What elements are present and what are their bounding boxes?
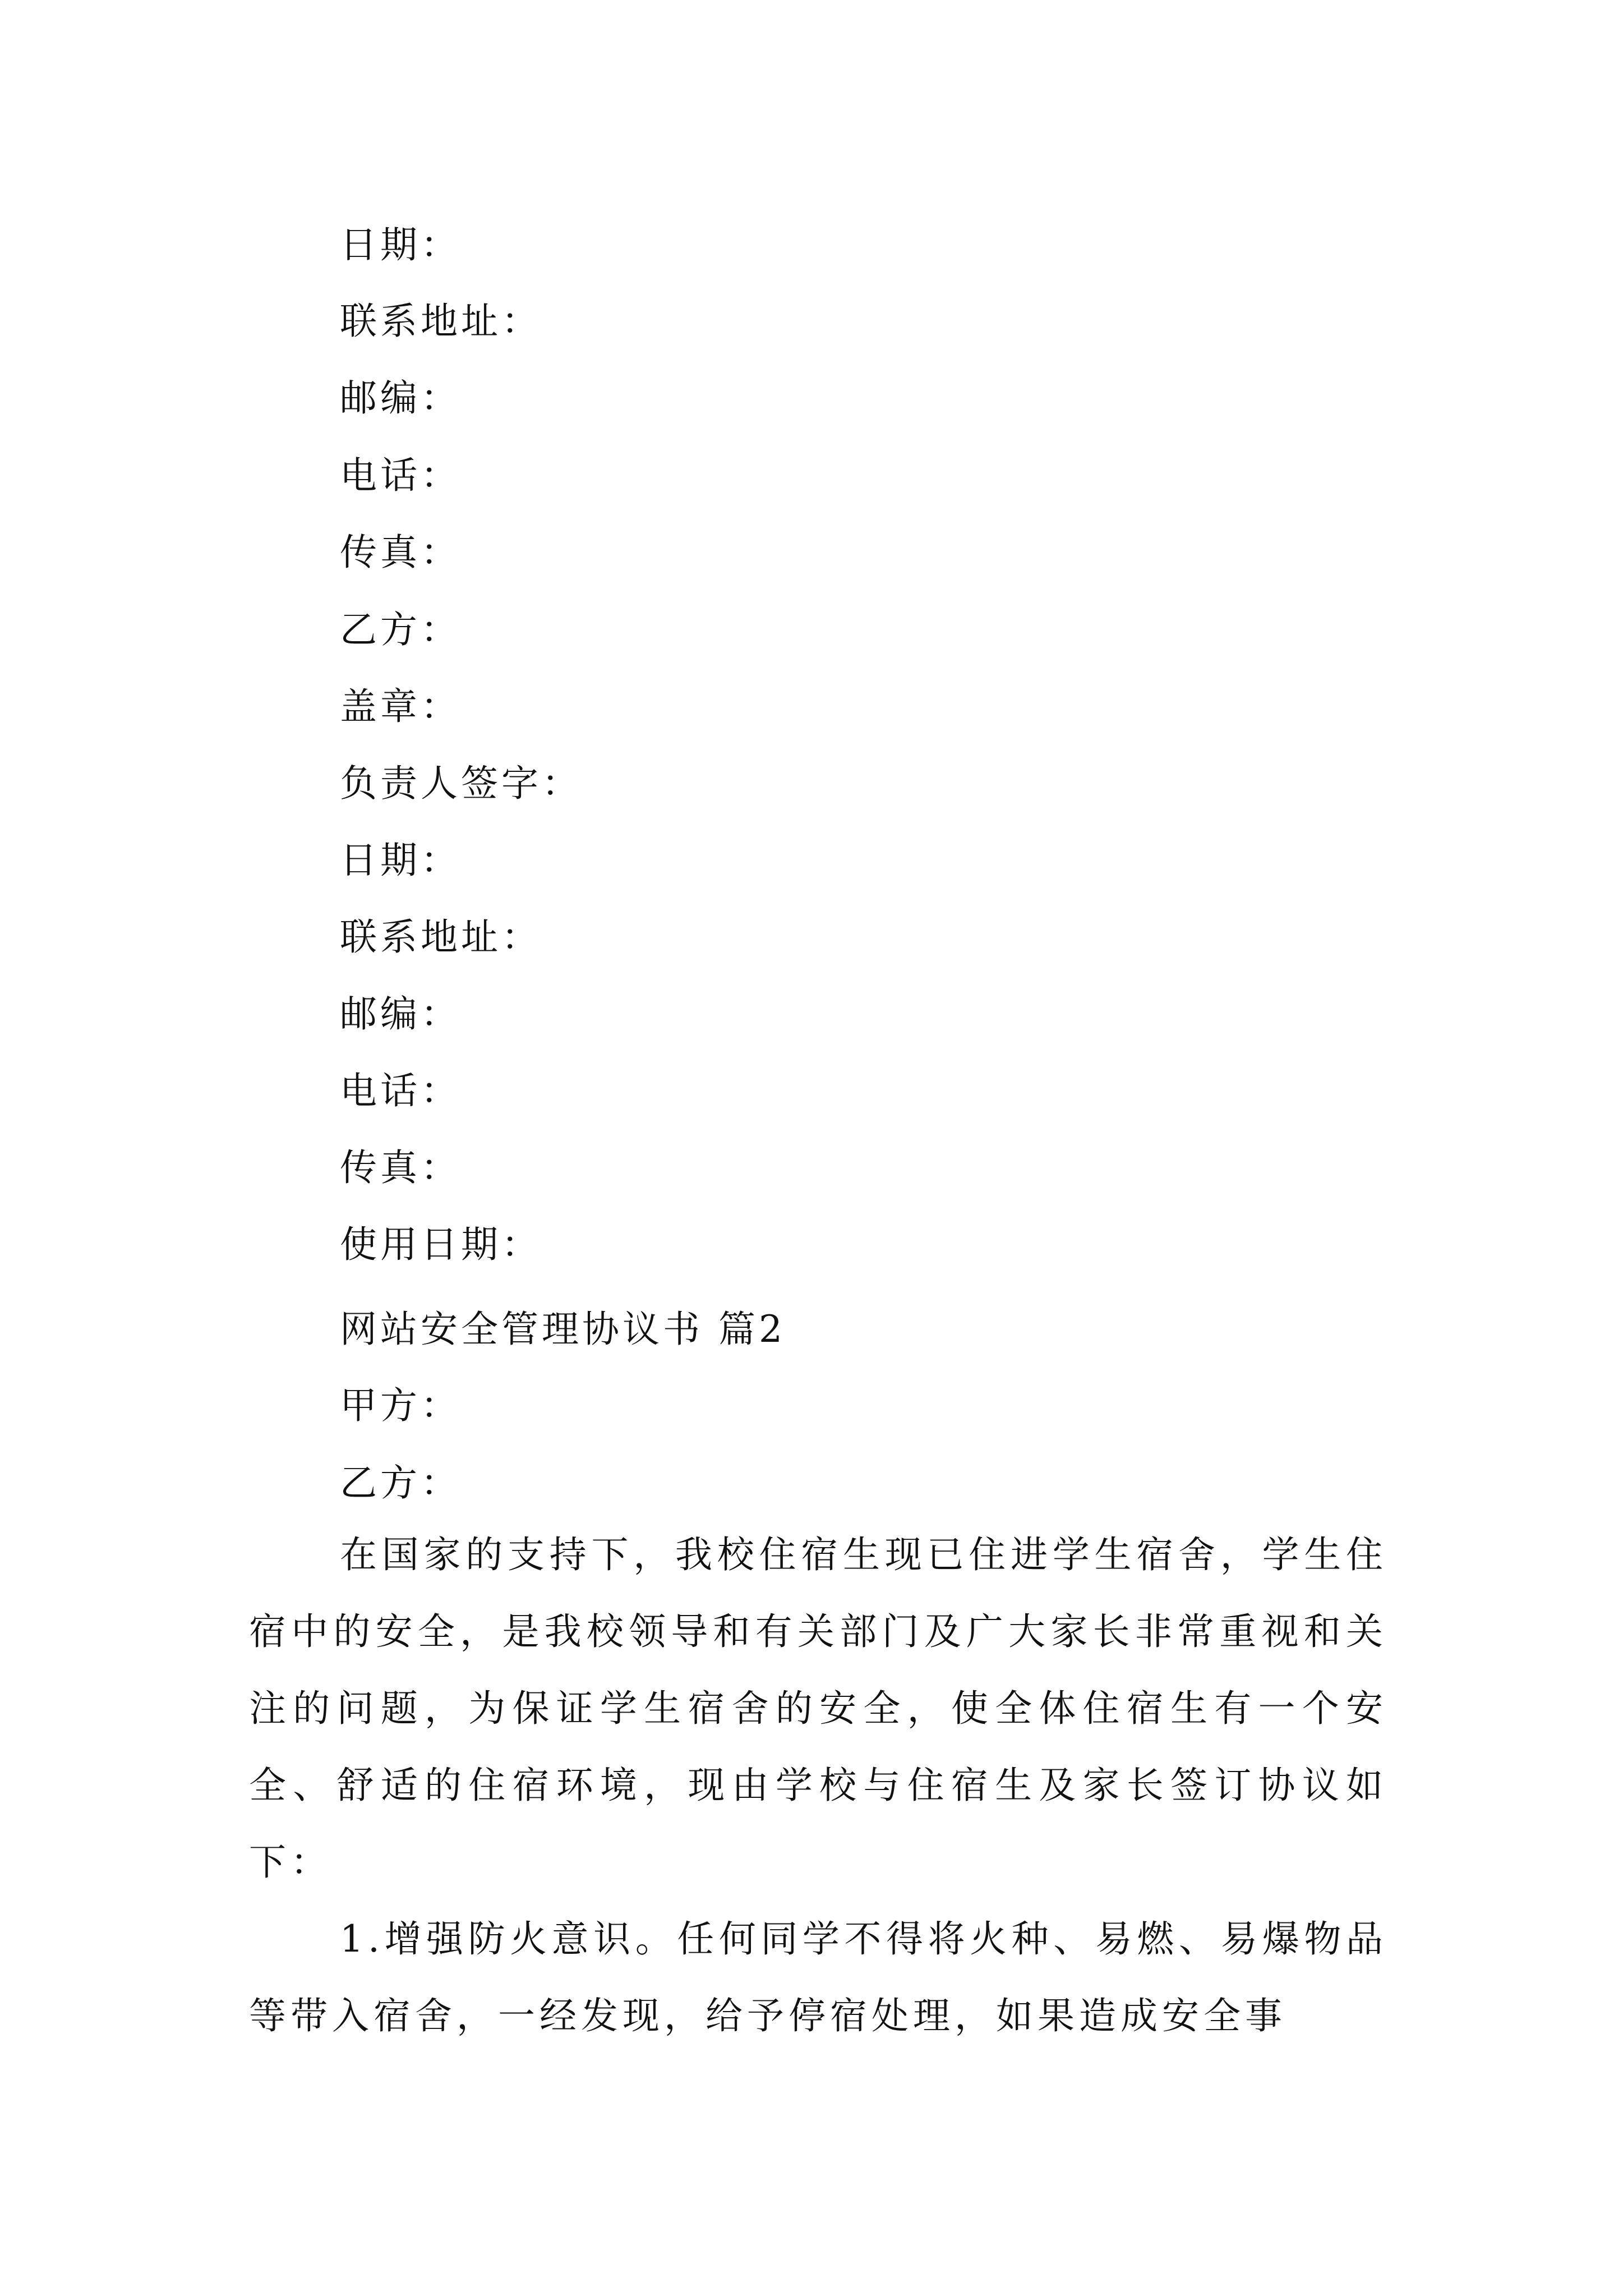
party-b-date-field [340,823,461,890]
party-a-address-label: 联系地址： [340,299,542,343]
party-a-postcode-label: 邮编： [340,376,461,420]
party-a-postcode-field [340,361,461,428]
party-b-seal-field [340,669,461,737]
party-b-label: 乙方： [340,608,461,651]
party-b-address-field [340,900,542,967]
party-b-field [340,592,461,660]
section-2-intro-paragraph: 在国家的支持下，我校住宿生现已住进学生宿舍，学生住宿中的安全，是我校领导和有关部门及广大家长非常重视和关注的问题，为保证学生宿舍的安全，使全体住宿生有一个安全、舒适的住宿环境，现由学校与住宿生及家长签订协议如下： [249,1533,1387,1884]
party-b-signer-label: 负责人签字： [340,761,582,805]
party-b-use-date-label: 使用日期： [340,1222,542,1266]
section-2-title: 网站安全管理协议书 篇2 [340,1308,786,1351]
section-2-item-1: 1.增强防火意识。任何同学不得将火种、易燃、易爆物品等带入宿舍，一经发现，给予停宿处理，如果造成安全事 [249,1917,1387,2037]
party-a-phone-field [340,438,461,505]
party-a-fax-field [340,515,461,582]
party-b-date-label: 日期： [340,838,461,882]
section-2-party-b: 乙方： [340,1461,461,1504]
party-b-phone-field [340,1053,461,1121]
party-b-postcode-label: 邮编： [340,992,461,1036]
party-b-use-date-field [340,1207,542,1274]
party-b-signer-field [340,746,582,813]
party-a-date-field [340,208,461,275]
party-a-phone-label: 电话： [340,453,461,497]
party-a-date-label: 日期： [340,223,461,266]
party-a-address-field [340,284,542,351]
party-b-fax-field [340,1130,461,1198]
party-b-address-label: 联系地址： [340,915,542,959]
party-b-seal-label: 盖章： [340,684,461,728]
party-b-postcode-field [340,977,461,1044]
party-b-fax-label: 传真： [340,1145,461,1189]
section-2-party-a: 甲方： [340,1384,461,1427]
party-a-fax-label: 传真： [340,530,461,574]
party-b-phone-label: 电话： [340,1069,461,1112]
